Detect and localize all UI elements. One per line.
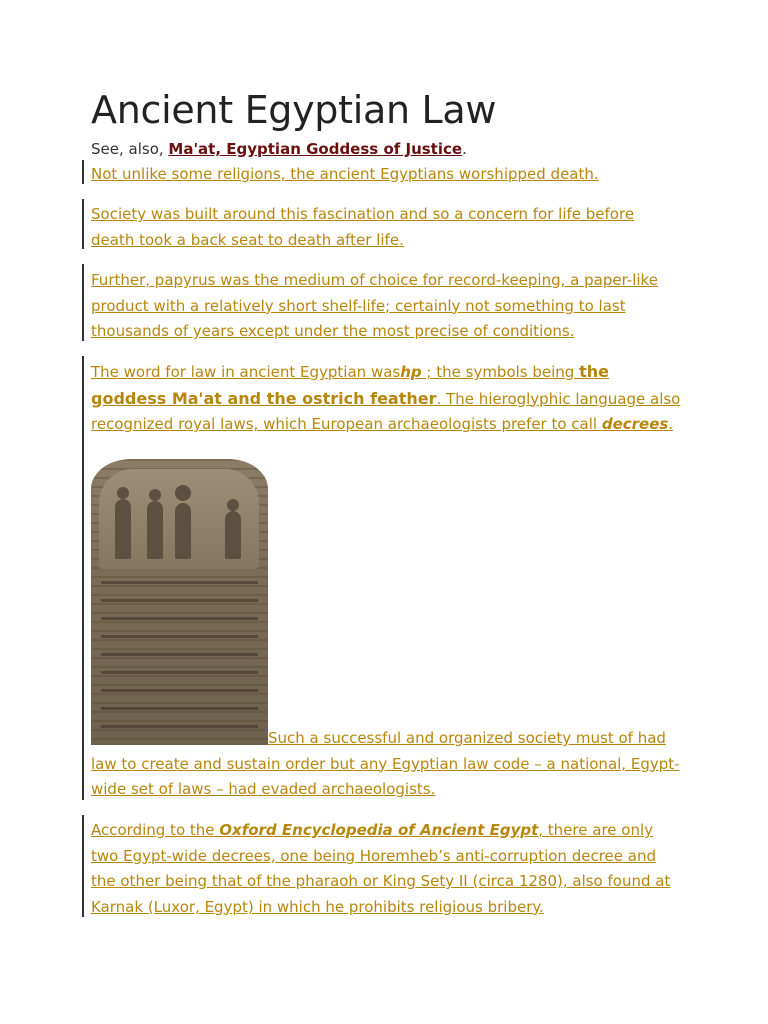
paragraph-4 <box>91 359 681 438</box>
see-also-suffix: . <box>462 140 467 158</box>
margin-bar <box>82 356 84 800</box>
stele-inscription-line <box>101 599 258 602</box>
stele-figure <box>147 501 163 559</box>
term-decrees[interactable]: decrees <box>601 415 669 434</box>
paragraph-2 <box>91 202 681 253</box>
stele-inscription-line <box>101 671 258 674</box>
stele-inscription-line <box>101 581 258 584</box>
book-title-link[interactable]: Oxford Encyclopedia of Ancient Egypt <box>219 821 539 839</box>
stele-inscription-line <box>101 689 258 692</box>
paragraph-4-text-b[interactable]: ; the symbols being <box>421 363 580 381</box>
see-also-prefix: See, also, <box>91 140 169 158</box>
stele-image[interactable] <box>91 459 268 745</box>
stele-figure-head <box>227 499 239 511</box>
see-also-link[interactable]: Ma'at, Egyptian Goddess of Justice <box>168 140 463 158</box>
paragraph-3 <box>91 268 681 345</box>
margin-bar <box>82 815 84 917</box>
stele-figure <box>175 503 191 559</box>
paragraph-5-link[interactable]: Such a successful and organized society must of had law to create and sustain order but any Egyptian law code – a national, Egypt-wide set of laws – had evaded archaeologists. <box>91 729 680 799</box>
paragraph-4-text-a[interactable]: The word for law in ancient Egyptian was <box>91 363 401 381</box>
stele-figure-head <box>117 487 129 499</box>
paragraph-1-link[interactable]: Not unlike some religions, the ancient Egyptians worshipped death. <box>91 165 599 183</box>
paragraph-2-link[interactable]: Society was built around this fascination and so a concern for life before death took a back seat to death after life. <box>91 205 635 249</box>
margin-bar <box>82 160 84 184</box>
stele-inscription-line <box>101 653 258 656</box>
stele-figure <box>115 499 131 559</box>
margin-bar <box>82 199 84 249</box>
stele-inscription-line <box>101 707 258 710</box>
paragraph-4-text-c[interactable]: . The hieroglyphic language also recognized royal laws, which European archaeologists prefer to call <box>91 389 681 434</box>
paragraph-4-text-d[interactable]: . <box>668 415 674 434</box>
term-hp[interactable]: hp <box>400 363 422 381</box>
paragraph-6-text-a[interactable]: According to the <box>91 821 220 839</box>
see-also-line <box>91 138 467 160</box>
stele-figure <box>225 511 241 559</box>
page-title: Ancient Egyptian Law <box>91 88 497 132</box>
stele-sun-disc <box>175 485 191 501</box>
stele-inscription-line <box>101 617 258 620</box>
paragraph-3-link[interactable]: Further, papyrus was the medium of choice for record-keeping, a paper-like product with a relatively short shelf-life; certainly not something to last thousands of years except under the most precise of conditions. <box>91 271 658 341</box>
margin-bar <box>82 264 84 341</box>
stele-inscription-line <box>101 635 258 638</box>
stele-figure-head <box>149 489 161 501</box>
goddess-link[interactable]: the goddess Ma'at and the ostrich feather <box>91 362 609 408</box>
paragraph-1 <box>91 162 681 188</box>
paragraph-6 <box>91 818 681 920</box>
paragraph-6-text-b[interactable]: , there are only two Egypt-wide decrees, one being Horemheb’s anti-corruption decree and the other being that of the pharaoh or King Sety II (circa 1280), also found at Karnak (Luxor, Egypt) in which he prohibits religious bribery. <box>91 821 671 916</box>
paragraph-5 <box>91 726 681 803</box>
